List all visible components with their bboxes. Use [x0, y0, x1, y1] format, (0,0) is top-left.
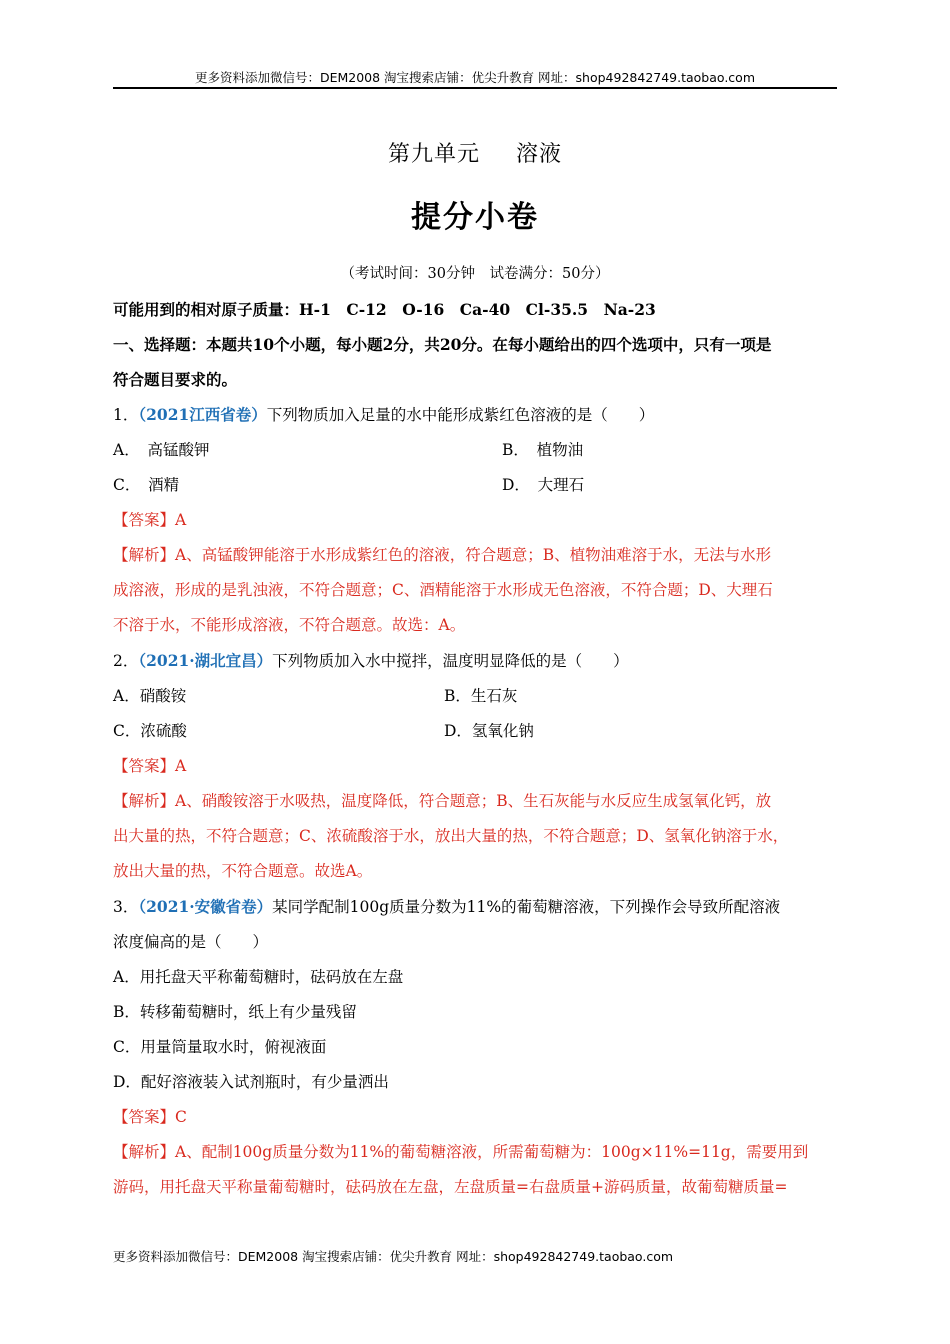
- page-footer: 更多资料添加微信号：DEM2008 淘宝搜索店铺：优尖升教育 网址：shop492842749.taobao.com: [113, 1249, 674, 1264]
- page-header: 更多资料添加微信号：DEM2008 淘宝搜索店铺：优尖升教育 网址：shop492842749.taobao.com: [194, 70, 756, 85]
- question-source: （2021·安徽省卷）: [138, 897, 273, 916]
- question-source: （2021·湖北宜昌）: [138, 651, 273, 670]
- question-source: （2021江西省卷）: [138, 405, 267, 424]
- question-1-stem: [113, 397, 837, 433]
- question-1-options-row-1: [113, 433, 837, 468]
- option-a: A．用托盘天平称葡萄糖时，砝码放在左盘: [113, 968, 404, 986]
- paper-content: [113, 292, 837, 1205]
- unit-number: 第九单元: [387, 142, 480, 167]
- question-1-analysis-line: 不溶于水，不能形成溶液，不符合题意。故选：A。: [113, 616, 466, 634]
- option-b: B．生石灰: [444, 687, 518, 705]
- question-2-answer: 【答案】A: [113, 757, 187, 775]
- section-heading: 一、选择题：本题共10个小题，每小题2分，共20分。在每小题给出的四个选项中，只有一项是: [113, 335, 772, 354]
- question-number: 2．: [113, 652, 139, 670]
- question-text: 某同学配制100g质量分数为11%的葡萄糖溶液，下列操作会导致所配溶液: [272, 898, 781, 916]
- exam-info: （考试时间：30分钟 试卷满分：50分）: [340, 266, 610, 282]
- question-number: 1．: [113, 406, 139, 424]
- question-2-options-row-2: [113, 714, 837, 749]
- question-3-analysis-line: 【解析】A、配制100g质量分数为11%的葡萄糖溶液，所需葡萄糖为：100g×11%=11g，需要用到: [113, 1143, 809, 1161]
- option-a: A． 高锰酸钾: [113, 441, 210, 459]
- question-3-stem-cont: 浓度偏高的是（ ）: [113, 933, 269, 951]
- question-1-analysis-line: 【解析】A、高锰酸钾能溶于水形成紫红色的溶液，符合题意；B、植物油难溶于水，无法与水形: [113, 546, 772, 564]
- header-divider: [113, 87, 837, 89]
- option-d: D． 大理石: [502, 476, 585, 494]
- question-2-analysis-line: 【解析】A、硝酸铵溶于水吸热，温度降低，符合题意；B、生石灰能与水反应生成氢氧化钙，放: [113, 792, 772, 810]
- option-b: B．转移葡萄糖时，纸上有少量残留: [113, 1003, 357, 1021]
- section-heading-cont: 符合题目要求的。: [113, 370, 238, 389]
- question-2-analysis-line: 出大量的热，不符合题意；C、浓硫酸溶于水，放出大量的热，不符合题意；D、氢氧化钠溶于水，: [113, 827, 789, 845]
- question-1-analysis-line: 成溶液，形成的是乳浊液，不符合题意；C、酒精能溶于水形成无色溶液，不符合题；D、大理石: [113, 581, 773, 599]
- question-2-options-row-1: [113, 679, 837, 714]
- option-d: D．氢氧化钠: [444, 722, 534, 740]
- question-1-answer: 【答案】A: [113, 511, 187, 529]
- question-3-stem: [113, 889, 837, 925]
- option-c: C．浓硫酸: [113, 722, 187, 740]
- atomic-mass-line: 可能用到的相对原子质量：H-1 C-12 O-16 Ca-40 Cl-35.5 Na-23: [113, 300, 656, 319]
- option-d: D．配好溶液装入试剂瓶时，有少量洒出: [113, 1073, 389, 1091]
- option-c: C．用量筒量取水时，俯视液面: [113, 1038, 327, 1056]
- unit-topic: 溶液: [516, 142, 563, 167]
- option-c: C． 酒精: [113, 476, 180, 494]
- question-1-options-row-2: [113, 468, 837, 503]
- question-number: 3．: [113, 898, 139, 916]
- option-b: B． 植物油: [502, 441, 584, 459]
- option-a: A．硝酸铵: [113, 687, 187, 705]
- unit-title: [0, 137, 950, 168]
- question-3-analysis-line: 游码，用托盘天平称量葡萄糖时，砝码放在左盘，左盘质量=右盘质量+游码质量，故葡萄糖质量=: [113, 1178, 788, 1196]
- question-text: 下列物质加入足量的水中能形成紫红色溶液的是（ ）: [266, 406, 655, 424]
- question-text: 下列物质加入水中搅拌，温度明显降低的是（ ）: [272, 652, 629, 670]
- paper-title: 提分小卷: [411, 200, 539, 235]
- question-2-stem: [113, 643, 837, 679]
- question-2-analysis-line: 放出大量的热，不符合题意。故选A。: [113, 862, 373, 880]
- question-3-answer: 【答案】C: [113, 1108, 187, 1126]
